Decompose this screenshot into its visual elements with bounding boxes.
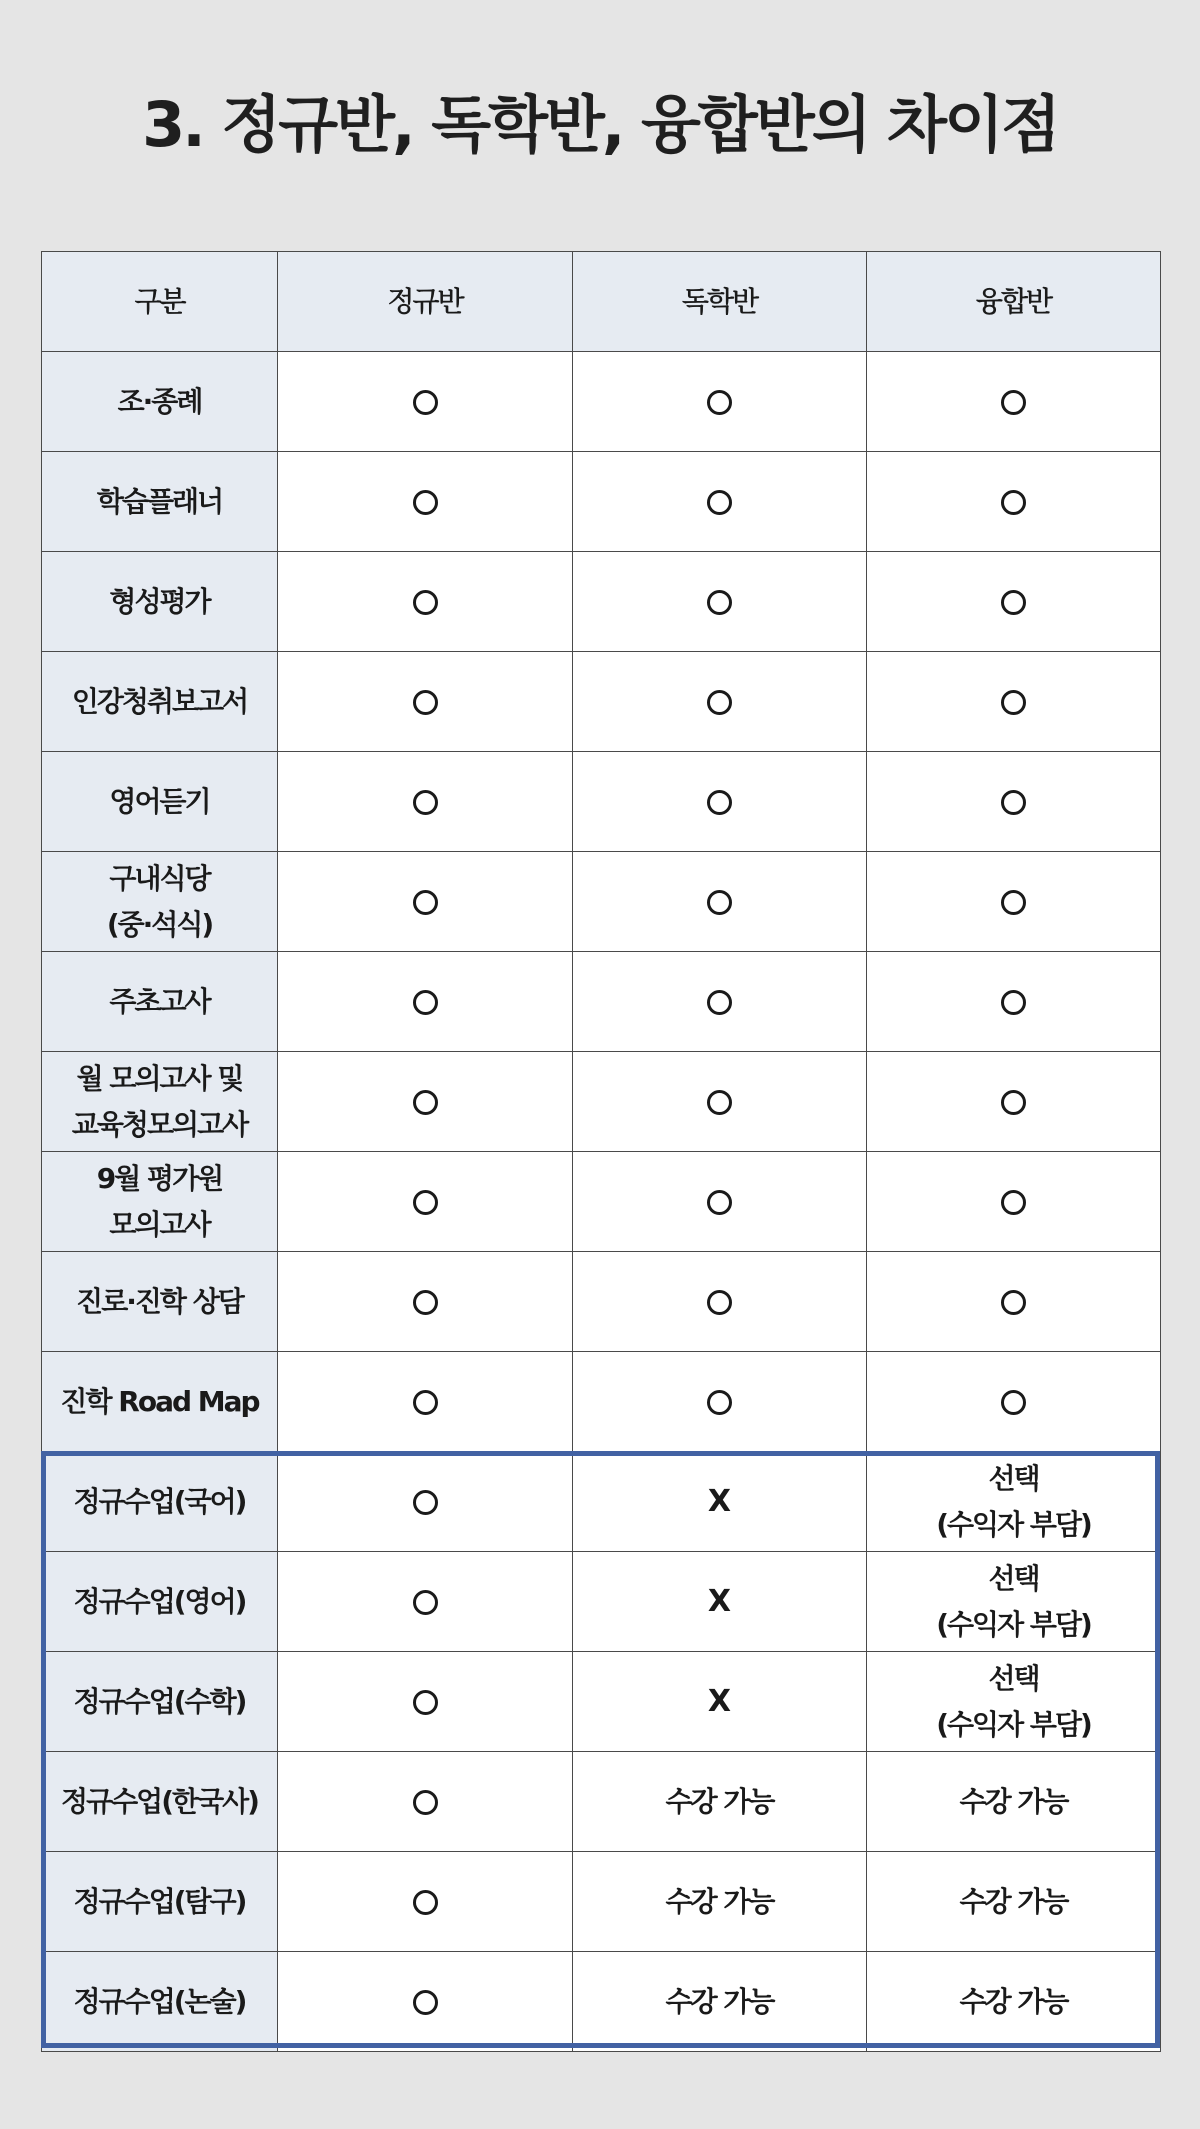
- row-label: 조·종례: [42, 352, 278, 452]
- cell-combined-available: [867, 1352, 1161, 1452]
- table-row: [42, 1352, 1161, 1452]
- cell-combined-text: [867, 1652, 1161, 1752]
- header-category: 구분: [42, 252, 278, 352]
- row-label: 인강청취보고서: [42, 652, 278, 752]
- circle-o-mark-icon: [707, 1090, 732, 1115]
- cell-self-study-available: [573, 1352, 867, 1452]
- table-row: [42, 652, 1161, 752]
- cell-self-study-available: [573, 752, 867, 852]
- row-label: 정규수업(수학): [42, 1652, 278, 1752]
- circle-o-mark-icon: [1001, 1090, 1026, 1115]
- circle-o-mark-icon: [707, 890, 732, 915]
- cell-regular-available: [278, 1152, 573, 1252]
- circle-o-mark-icon: [413, 1990, 438, 2015]
- circle-o-mark-icon: [1001, 490, 1026, 515]
- cell-regular-available: [278, 452, 573, 552]
- cell-regular-available: [278, 352, 573, 452]
- circle-o-mark-icon: [1001, 1290, 1026, 1315]
- header-combined-class: 융합반: [867, 252, 1161, 352]
- table-row: [42, 1252, 1161, 1352]
- circle-o-mark-icon: [413, 790, 438, 815]
- page-title: 3. 정규반, 독학반, 융합반의 차이점: [142, 88, 1058, 161]
- circle-o-mark-icon: [413, 1390, 438, 1415]
- circle-o-mark-icon: [1001, 890, 1026, 915]
- header-regular-class: 정규반: [278, 252, 573, 352]
- circle-o-mark-icon: [1001, 1190, 1026, 1215]
- table-row: [42, 352, 1161, 452]
- circle-o-mark-icon: [707, 790, 732, 815]
- row-label: 정규수업(논술): [42, 1952, 278, 2052]
- cell-self-study-available: [573, 552, 867, 652]
- cell-self-study-available: [573, 852, 867, 952]
- circle-o-mark-icon: [413, 1690, 438, 1715]
- circle-o-mark-icon: [413, 590, 438, 615]
- table-row: [42, 952, 1161, 1052]
- circle-o-mark-icon: [413, 1190, 438, 1215]
- cell-combined-text: [867, 1952, 1161, 2052]
- row-label: 정규수업(국어): [42, 1452, 278, 1552]
- circle-o-mark-icon: [413, 1890, 438, 1915]
- circle-o-mark-icon: [413, 890, 438, 915]
- circle-o-mark-icon: [413, 690, 438, 715]
- cell-combined-available: [867, 1052, 1161, 1152]
- cell-self-study-available: [573, 952, 867, 1052]
- row-label: 진학 Road Map: [42, 1352, 278, 1452]
- cell-regular-available: [278, 1752, 573, 1852]
- cell-text: 수강 가능: [665, 1884, 774, 1918]
- cell-self-study-text: [573, 1752, 867, 1852]
- cell-self-study-text: [573, 1952, 867, 2052]
- x-mark-icon: X: [707, 1583, 732, 1619]
- table-row: [42, 1052, 1161, 1152]
- cell-regular-available: [278, 1552, 573, 1652]
- row-label: 9월 평가원 모의고사: [42, 1152, 278, 1252]
- row-label: 정규수업(탐구): [42, 1852, 278, 1952]
- cell-regular-available: [278, 1352, 573, 1452]
- x-mark-icon: X: [707, 1683, 732, 1719]
- comparison-table-wrapper: [41, 251, 1160, 2052]
- cell-regular-available: [278, 552, 573, 652]
- table-header-row: [42, 252, 1161, 352]
- cell-regular-available: [278, 752, 573, 852]
- cell-text: 선택 (수익자 부담): [936, 1461, 1091, 1541]
- cell-self-study-available: [573, 1252, 867, 1352]
- circle-o-mark-icon: [707, 1390, 732, 1415]
- circle-o-mark-icon: [707, 1190, 732, 1215]
- circle-o-mark-icon: [413, 1090, 438, 1115]
- cell-combined-available: [867, 1152, 1161, 1252]
- table-row: [42, 1552, 1161, 1652]
- cell-text: 선택 (수익자 부담): [936, 1561, 1091, 1641]
- row-label: 정규수업(한국사): [42, 1752, 278, 1852]
- row-label: 학습플래너: [42, 452, 278, 552]
- row-label: 형성평가: [42, 552, 278, 652]
- cell-combined-available: [867, 752, 1161, 852]
- cell-combined-text: [867, 1552, 1161, 1652]
- cell-regular-available: [278, 1052, 573, 1152]
- circle-o-mark-icon: [413, 1790, 438, 1815]
- circle-o-mark-icon: [707, 990, 732, 1015]
- circle-o-mark-icon: [707, 590, 732, 615]
- cell-combined-available: [867, 952, 1161, 1052]
- cell-self-study-available: [573, 452, 867, 552]
- circle-o-mark-icon: [413, 1590, 438, 1615]
- table-row: [42, 1752, 1161, 1852]
- cell-self-study-unavailable: [573, 1552, 867, 1652]
- circle-o-mark-icon: [413, 490, 438, 515]
- cell-combined-text: [867, 1752, 1161, 1852]
- cell-self-study-available: [573, 1152, 867, 1252]
- cell-regular-available: [278, 1652, 573, 1752]
- cell-text: 수강 가능: [959, 1884, 1068, 1918]
- table-row: [42, 752, 1161, 852]
- cell-self-study-text: [573, 1852, 867, 1952]
- table-row: [42, 1652, 1161, 1752]
- cell-regular-available: [278, 1852, 573, 1952]
- circle-o-mark-icon: [1001, 790, 1026, 815]
- circle-o-mark-icon: [1001, 990, 1026, 1015]
- circle-o-mark-icon: [413, 1290, 438, 1315]
- cell-self-study-available: [573, 652, 867, 752]
- circle-o-mark-icon: [707, 390, 732, 415]
- row-label: 영어듣기: [42, 752, 278, 852]
- cell-regular-available: [278, 652, 573, 752]
- table-row: [42, 1852, 1161, 1952]
- circle-o-mark-icon: [413, 1490, 438, 1515]
- circle-o-mark-icon: [413, 990, 438, 1015]
- row-label: 정규수업(영어): [42, 1552, 278, 1652]
- x-mark-icon: X: [707, 1483, 732, 1519]
- table-row: [42, 452, 1161, 552]
- cell-text: 수강 가능: [665, 1984, 774, 2018]
- row-label: 구내식당 (중·석식): [42, 852, 278, 952]
- cell-combined-text: [867, 1852, 1161, 1952]
- cell-combined-available: [867, 452, 1161, 552]
- row-label: 월 모의고사 및 교육청모의고사: [42, 1052, 278, 1152]
- header-self-study-class: 독학반: [573, 252, 867, 352]
- table-row: [42, 1152, 1161, 1252]
- table-row: [42, 552, 1161, 652]
- cell-combined-available: [867, 552, 1161, 652]
- row-label: 주초고사: [42, 952, 278, 1052]
- cell-text: 수강 가능: [665, 1784, 774, 1818]
- circle-o-mark-icon: [1001, 1390, 1026, 1415]
- circle-o-mark-icon: [1001, 690, 1026, 715]
- cell-self-study-unavailable: [573, 1452, 867, 1552]
- cell-combined-available: [867, 352, 1161, 452]
- cell-regular-available: [278, 852, 573, 952]
- cell-text: 선택 (수익자 부담): [936, 1661, 1091, 1741]
- circle-o-mark-icon: [1001, 590, 1026, 615]
- cell-regular-available: [278, 1952, 573, 2052]
- table-row: [42, 1452, 1161, 1552]
- cell-combined-available: [867, 1252, 1161, 1352]
- cell-combined-available: [867, 652, 1161, 752]
- circle-o-mark-icon: [707, 690, 732, 715]
- circle-o-mark-icon: [707, 490, 732, 515]
- cell-regular-available: [278, 1252, 573, 1352]
- table-row: [42, 1952, 1161, 2052]
- row-label: 진로·진학 상담: [42, 1252, 278, 1352]
- table-body: [42, 352, 1161, 2052]
- cell-self-study-available: [573, 1052, 867, 1152]
- cell-regular-available: [278, 952, 573, 1052]
- circle-o-mark-icon: [707, 1290, 732, 1315]
- cell-combined-text: [867, 1452, 1161, 1552]
- circle-o-mark-icon: [413, 390, 438, 415]
- comparison-table: [41, 251, 1161, 2052]
- cell-combined-available: [867, 852, 1161, 952]
- cell-text: 수강 가능: [959, 1784, 1068, 1818]
- cell-self-study-unavailable: [573, 1652, 867, 1752]
- circle-o-mark-icon: [1001, 390, 1026, 415]
- cell-regular-available: [278, 1452, 573, 1552]
- table-row: [42, 852, 1161, 952]
- cell-text: 수강 가능: [959, 1984, 1068, 2018]
- cell-self-study-available: [573, 352, 867, 452]
